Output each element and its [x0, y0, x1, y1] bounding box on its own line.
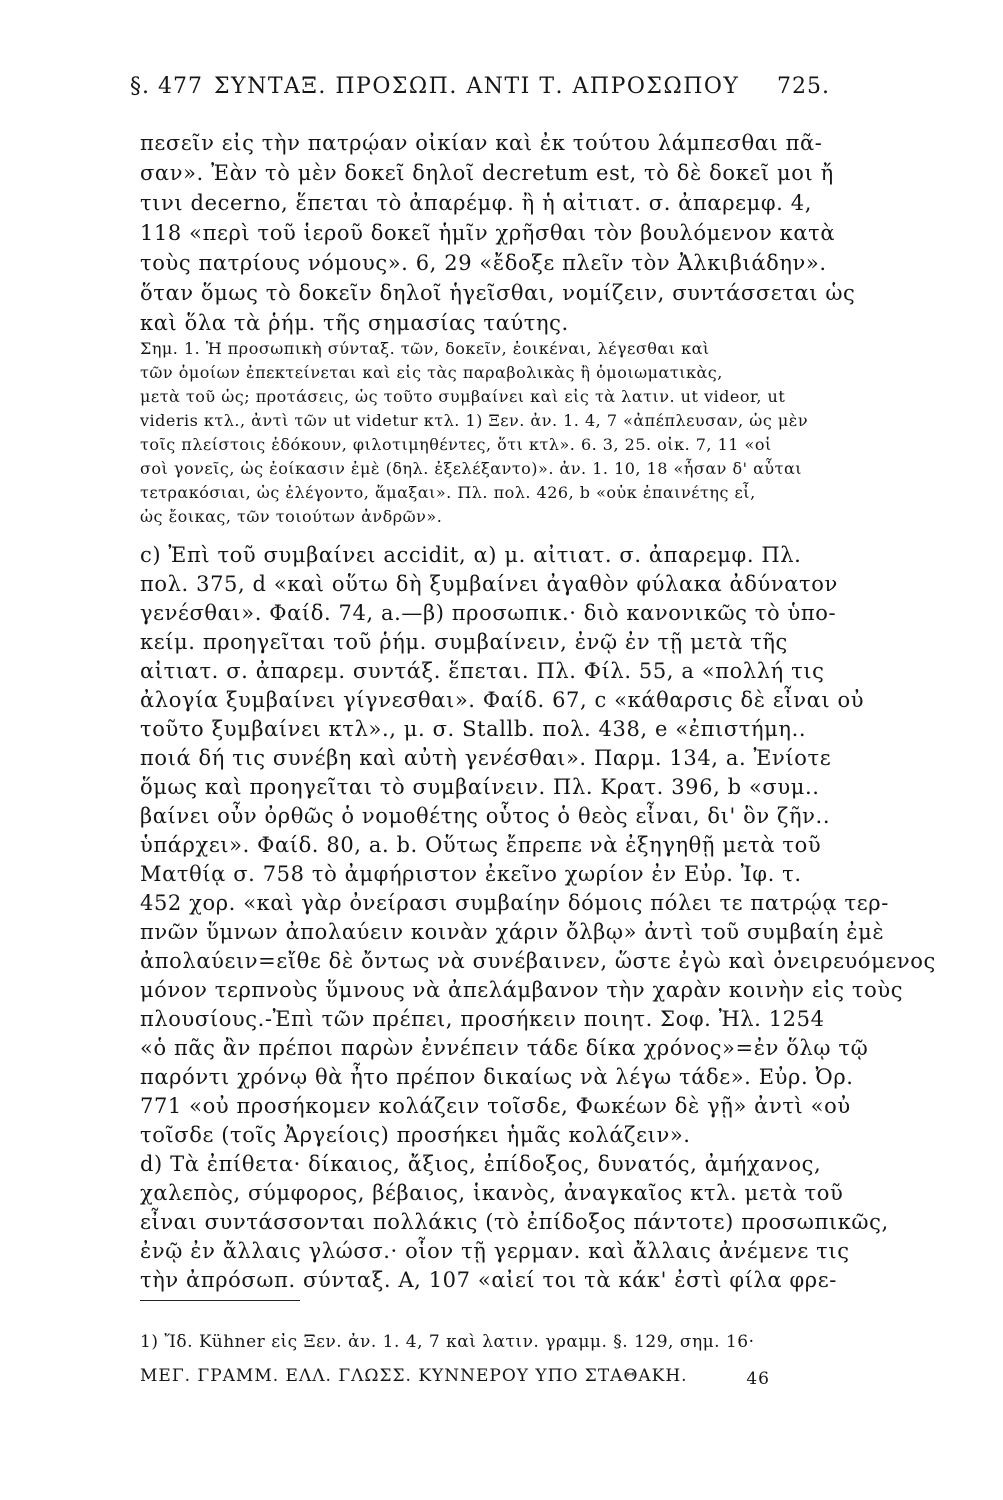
text-line: πνῶν ὕμνων ἀπολαύειν κοινὰν χάριν ὄλβῳ» ἀντὶ τοῦ συμβαίη ἐμὲ: [140, 920, 885, 944]
text-line: μόνον τερπνοὺς ὕμνους νὰ ἀπελάμβανον τὴν χαρὰν κοινὴν εἰς τοὺς: [140, 978, 904, 1002]
text-line: ὑπάρχει». Φαίδ. 80, a. b. Οὕτως ἔπρεπε νὰ ἐξηγηθῇ μετὰ τοῦ: [140, 833, 822, 857]
text-line: γενέσθαι». Φαίδ. 74, a.—β) προσωπικ.· διὸ κανονικῶς τὸ ὑπο-: [140, 601, 837, 625]
signature-mark: 46: [746, 1369, 770, 1389]
text-line: d) Τὰ ἐπίθετα· δίκαιος, ἄξιος, ἐπίδοξος, δυνατός, ἀμήχανος,: [140, 1152, 822, 1176]
text-line: χαλεπὸς, σύμφορος, βέβαιος, ἱκανὸς, ἀναγκαῖος κτλ. μετὰ τοῦ: [140, 1181, 844, 1205]
text-line: καὶ ὅλα τὰ ῥήμ. τῆς σημασίας ταύτης.: [140, 311, 569, 335]
footnote: 1) Ἴδ. Kühner εἰς Ξεν. ἀν. 1. 4, 7 καὶ λατιν. γραμμ. §. 129, σημ. 16·: [140, 1332, 755, 1352]
text-line: σαν». Ἐὰν τὸ μὲν δοκεῖ δηλοῖ decretum est, τὸ δὲ δοκεῖ μοι ἤ: [140, 161, 834, 185]
text-line: εἶναι συντάσσονται πολλάκις (τὸ ἐπίδοξος πάντοτε) προσωπικῶς,: [140, 1210, 889, 1234]
text-line: τοῖσδε (τοῖς Ἀργείοις) προσήκει ἡμᾶς κολάζειν».: [140, 1123, 691, 1147]
text-line: ἀπολαύειν=εἴθε δὲ ὄντως νὰ συνέβαινεν, ὥστε ἐγὼ καὶ ὀνειρευόμενος: [140, 949, 936, 973]
text-line: ἐνῷ ἐν ἄλλαις γλώσσ.· οἷον τῇ γερμαν. καὶ ἄλλαις ἀνέμενε τις: [140, 1239, 850, 1263]
text-line: αἰτιατ. σ. ἀπαρεμ. συντάξ. ἕπεται. Πλ. Φίλ. 55, a «πολλή τις: [140, 659, 825, 683]
note-line: τετρακόσιαι, ὡς ἐλέγοντο, ἅμαξαι». Πλ. πολ. 426, b «οὐκ ἐπαινέτης εἶ,: [140, 483, 756, 502]
printer-signature: [140, 1366, 820, 1392]
text-line: ὅταν ὅμως τὸ δοκεῖν δηλοῖ ἡγεῖσθαι, νομίζειν, συντάσσεται ὡς: [140, 281, 856, 305]
text-line: 452 χορ. «καὶ γὰρ ὀνείρασι συμβαίην δόμοις πόλει τε πατρῴᾳ τερ-: [140, 891, 889, 915]
text-line: «ὁ πᾶς ἂν πρέποι παρὼν ἐννέπειν τάδε δίκα χρόνος»=ἐν ὅλῳ τῷ: [140, 1036, 869, 1060]
note-line: Σημ. 1. Ἡ προσωπικὴ σύνταξ. τῶν, δοκεῖν, ἐοικέναι, λέγεσθαι καὶ: [140, 339, 710, 358]
text-line: 118 «περὶ τοῦ ἱεροῦ δοκεῖ ἡμῖν χρῆσθαι τὸν βουλόμενον κατὰ: [140, 221, 836, 245]
text-line: Ματθίᾳ σ. 758 τὸ ἀμφήριστον ἐκεῖνο χωρίον ἐν Εὐρ. Ἰφ. τ.: [140, 862, 802, 886]
note-line: μετὰ τοῦ ὡς; προτάσεις, ὡς τοῦτο συμβαίνει καὶ εἰς τὰ λατιν. ut videor, ut: [140, 387, 786, 406]
page-number: 725.: [777, 74, 830, 99]
note-line: videris κτλ., ἀντὶ τῶν ut videtur κτλ. 1) Ξεν. ἀν. 1. 4, 7 «ἀπέπλευσαν, ὡς μὲν: [140, 411, 809, 430]
footnote-rule: [140, 1300, 300, 1301]
text-line: 771 «οὐ προσήκομεν κολάζειν τοῖσδε, Φωκέων δὲ γῇ» ἀντὶ «οὐ: [140, 1094, 851, 1118]
section-number: §. 477: [130, 74, 203, 99]
note-line: σοὶ γονεῖς, ὡς ἐοίκασιν ἐμὲ (δηλ. ἐξελέξαντο)». ἀν. 1. 10, 18 «ἦσαν δ' αὗται: [140, 459, 803, 478]
text-line: τοὺς πατρίους νόμους». 6, 29 «ἔδοξε πλεῖν τὸν Ἀλκιβιάδην».: [140, 251, 827, 275]
text-line: τὴν ἀπρόσωπ. σύνταξ. Α, 107 «αἰεί τοι τὰ κάκ' ἐστὶ φίλα φρε-: [140, 1268, 837, 1292]
text-line: πεσεῖν εἰς τὴν πατρῴαν οἰκίαν καὶ ἐκ τούτου λάμπεσθαι πᾶ-: [140, 131, 823, 155]
text-line: κείμ. προηγεῖται τοῦ ῥήμ. συμβαίνειν, ἐνῷ ἐν τῇ μετὰ τῆς: [140, 630, 788, 654]
text-line: παρόντι χρόνῳ θὰ ἦτο πρέπον δικαίως νὰ λέγω τάδε». Εὐρ. Ὀρ.: [140, 1065, 854, 1089]
text-line: ποιά δή τις συνέβη καὶ αὐτὴ γενέσθαι». Παρμ. 134, a. Ἐνίοτε: [140, 746, 832, 770]
text-line: ὅμως καὶ προηγεῖται τὸ συμβαίνειν. Πλ. Κρατ. 396, b «συμ..: [140, 775, 820, 799]
header-title: ΣΥΝΤΑΞ. ΠΡΟΣΩΠ. ΑΝΤΙ Τ. ΑΠΡΟΣΩΠΟΥ: [214, 74, 740, 99]
text-line: τοῦτο ξυμβαίνει κτλ»., μ. σ. Stallb. πολ. 438, e «ἐπιστήμη..: [140, 717, 807, 741]
note-line: τοῖς πλείστοις ἐδόκουν, φιλοτιμηθέντες, ὅτι κτλ». 6. 3, 25. οἰκ. 7, 11 «οἱ: [140, 435, 772, 454]
signature-text: ΜΕΓ. ΓΡΑΜΜ. ΕΛΛ. ΓΛΩΣΣ. ΚΥΝΝΕΡΟΥ ΥΠΟ ΣΤΑΘΑΚΗ.: [140, 1366, 688, 1386]
text-line: βαίνει οὖν ὀρθῶς ὁ νομοθέτης οὗτος ὁ θεὸς εἶναι, δι' ὃν ζῆν..: [140, 804, 831, 828]
text-line: c) Ἐπὶ τοῦ συμβαίνει accidit, α) μ. αἰτιατ. σ. ἀπαρεμφ. Πλ.: [140, 543, 802, 567]
note-line: τῶν ὁμοίων ἐπεκτείνεται καὶ εἰς τὰς παραβολικὰς ἢ ὁμοιωματικὰς,: [140, 363, 723, 382]
running-header: [130, 74, 830, 110]
note-line: ὡς ἔοικας, τῶν τοιούτων ἀνδρῶν».: [140, 507, 443, 526]
text-line: πολ. 375, d «καὶ οὕτω δὴ ξυμβαίνει ἀγαθὸν φύλακα ἀδύνατον: [140, 572, 838, 596]
text-line: ἀλογία ξυμβαίνει γίγνεσθαι». Φαίδ. 67, c «κάθαρσις δὲ εἶναι οὐ: [140, 688, 865, 712]
text-line: πλουσίους.-Ἐπὶ τῶν πρέπει, προσήκειν ποιητ. Σοφ. Ἠλ. 1254: [140, 1007, 825, 1031]
text-line: τινι decerno, ἕπεται τὸ ἀπαρέμφ. ἢ ἡ αἰτιατ. σ. ἀπαρεμφ. 4,: [140, 191, 812, 215]
